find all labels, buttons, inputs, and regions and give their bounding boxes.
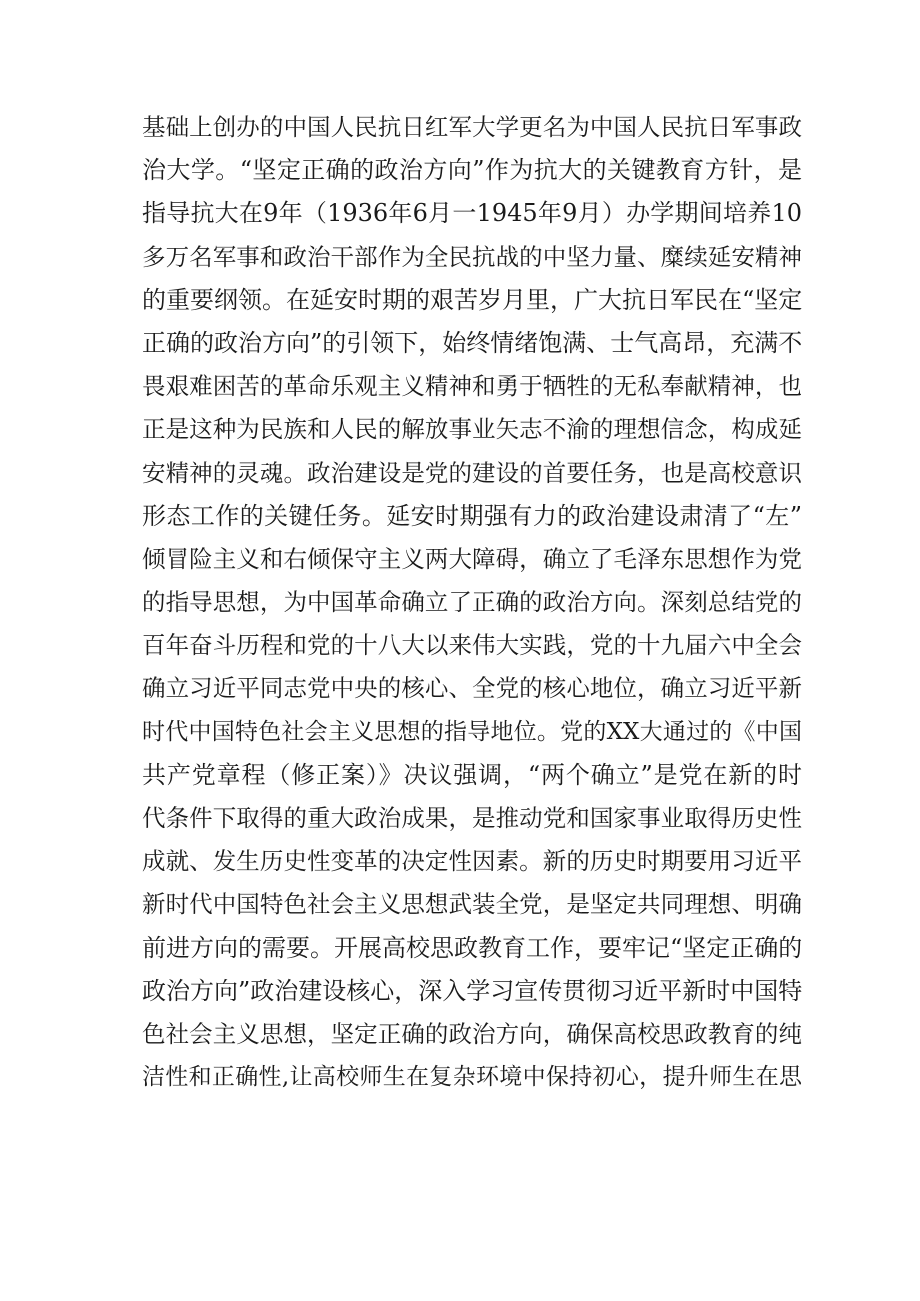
text-line: 的重要纲领。在延安时期的艰苦岁月里，广大抗日军民在“坚定 xyxy=(142,285,803,314)
text-line: 形态工作的关键任务。延安时期强有力的政治建设肃清了“左” xyxy=(142,501,802,530)
text-line: 倾冒险主义和右倾保守主义两大障碍，确立了毛泽东思想作为党 xyxy=(142,544,802,573)
text-line: 前进方向的需要。开展高校思政教育工作，要牢记“坚定正确的 xyxy=(142,933,803,962)
text-line: 共产党章程（修正案）》决议强调，“两个确立”是党在新的时 xyxy=(142,760,802,789)
text-line: 政治方向”政治建设核心，深入学习宣传贯彻习近平新时中国特 xyxy=(142,976,803,1005)
text-line: 洁性和正确性,让高校师生在复杂环境中保持初心，提升师生在思 xyxy=(142,1064,802,1091)
text-line: 治大学。“坚定正确的政治方向”作为抗大的关键教育方针，是 xyxy=(142,156,802,185)
text-line: 基础上创办的中国人民抗日红军大学更名为中国人民抗日军事政 xyxy=(142,113,802,141)
text-line: 指导抗大在9年（1936年6月一1945年9月）办学期间培养10 xyxy=(142,199,802,228)
text-line: 色社会主义思想，坚定正确的政治方向，确保高校思政教育的纯 xyxy=(142,1019,802,1048)
text-line: 成就、发生历史性变革的决定性因素。新的历史时期要用习近平 xyxy=(142,847,802,876)
text-line: 时代中国特色社会主义思想的指导地位。党的XX大通过的《中国 xyxy=(142,718,802,745)
text-line: 多万名军事和政治干部作为全民抗战的中坚力量、糜续延安精神 xyxy=(142,242,802,271)
text-line: 新时代中国特色社会主义思想武装全党，是坚定共同理想、明确 xyxy=(142,890,802,919)
text-line: 安精神的灵魂。政治建设是党的建设的首要任务，也是高校意识 xyxy=(142,458,802,487)
text-line: 畏艰难困苦的革命乐观主义精神和勇于牺牲的无私奉献精神，也 xyxy=(142,372,802,401)
body-paragraph xyxy=(142,106,802,1099)
text-line: 确立习近平同志党中央的核心、全党的核心地位，确立习近平新 xyxy=(142,674,802,703)
text-line: 的指导思想，为中国革命确立了正确的政治方向。深刻总结党的 xyxy=(142,588,802,617)
text-line: 正确的政治方向”的引领下，始终情绪饱满、士气高昂，充满不 xyxy=(142,328,803,357)
text-line: 百年奋斗历程和党的十八大以来伟大实践，党的十九届六中全会 xyxy=(142,631,802,660)
text-line: 代条件下取得的重大政治成果，是推动党和国家事业取得历史性 xyxy=(142,804,802,832)
text-line: 正是这种为民族和人民的解放事业矢志不渝的理想信念，构成延 xyxy=(142,415,802,444)
